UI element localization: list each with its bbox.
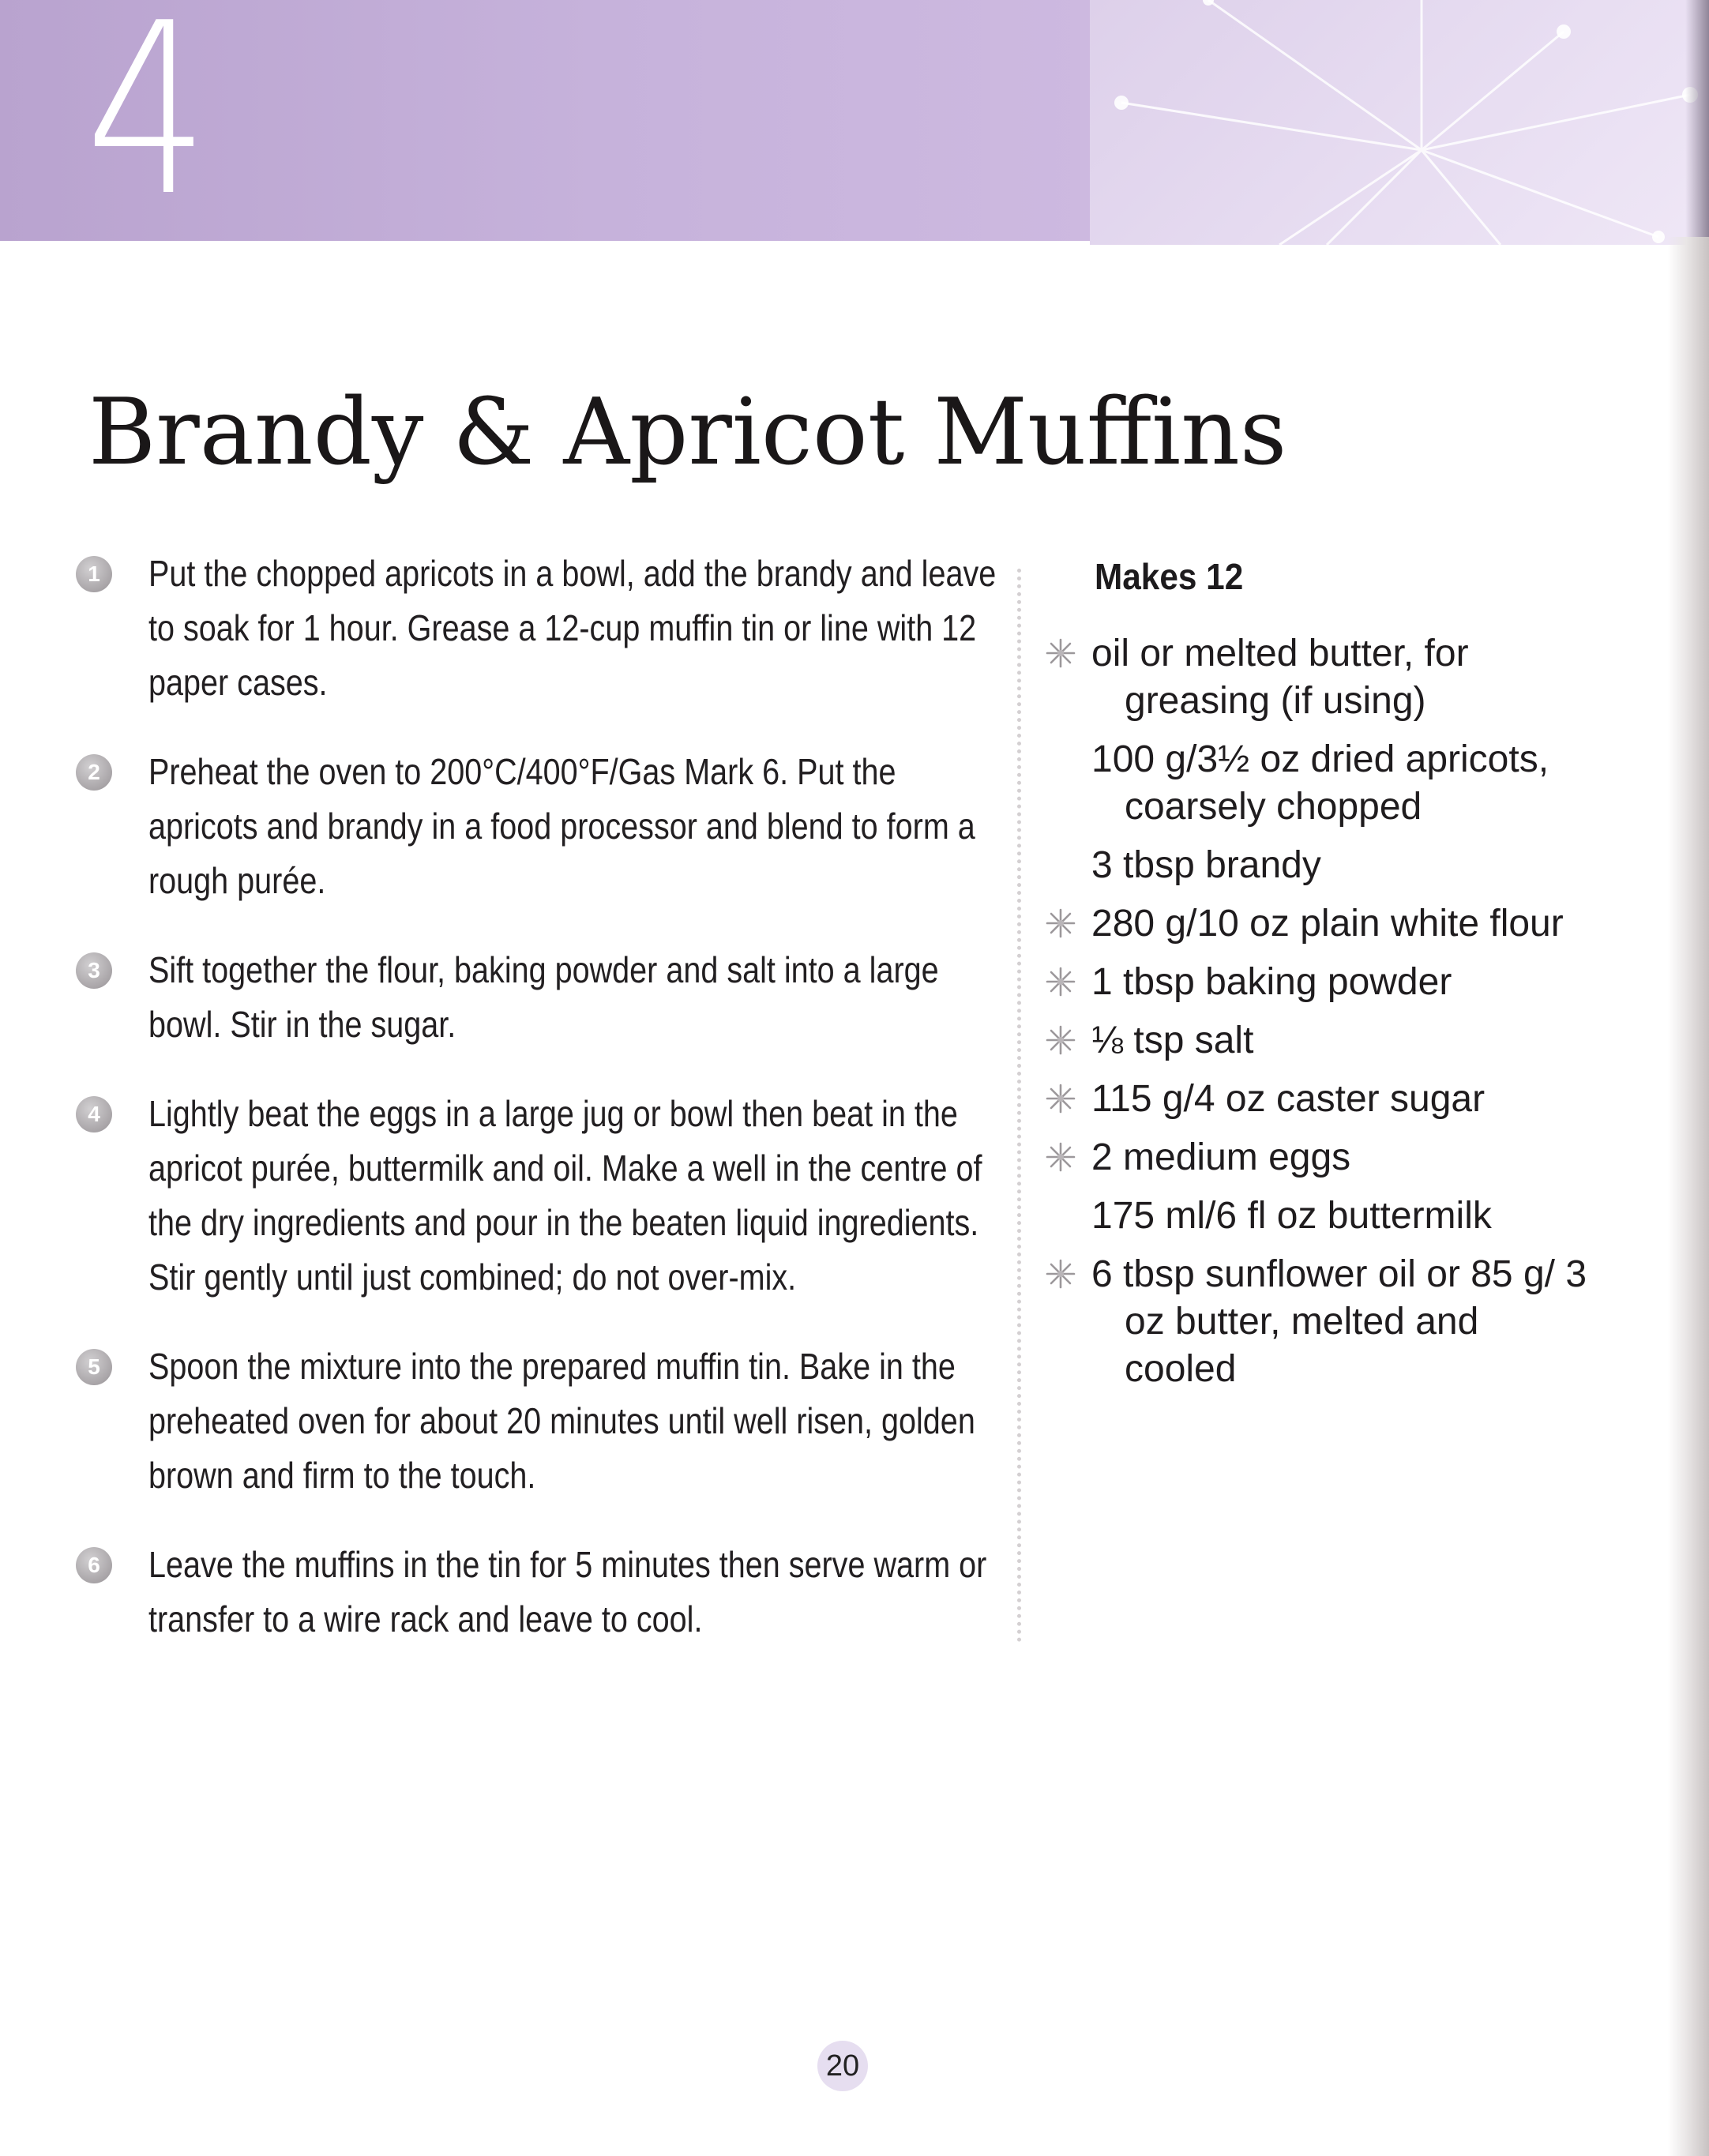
method-steps xyxy=(71,547,1003,1647)
ingredient-item xyxy=(1076,900,1595,948)
page-edge-shadow xyxy=(1668,237,1709,2156)
numbered-circle-icon: 6 xyxy=(76,1547,112,1583)
yield-label: Makes 12 xyxy=(1095,556,1244,597)
method-step xyxy=(71,1087,1003,1305)
asterisk-star-icon xyxy=(1042,1080,1079,1117)
ingredient-item xyxy=(1076,630,1595,725)
ingredient-text: 100 g/3½ oz dried apricots, coarsely chopped xyxy=(1091,738,1549,828)
method-step xyxy=(71,547,1003,710)
page-edge-shadow-top xyxy=(1685,0,1709,245)
recipe-title: Brandy & Apricot Muffins xyxy=(88,379,1287,486)
ingredient-item xyxy=(1076,1193,1595,1240)
asterisk-star-icon xyxy=(1042,1022,1079,1058)
header-decoration xyxy=(1090,0,1709,245)
ingredient-text: oil or melted butter, for greasing (if using) xyxy=(1091,633,1469,722)
asterisk-star-icon xyxy=(1042,1139,1079,1175)
asterisk-star-icon xyxy=(1042,963,1079,1000)
step-text: Leave the muffins in the tin for 5 minutes then serve warm or transfer to a wire rack and leave to cool. xyxy=(148,1544,987,1640)
ingredient-item xyxy=(1076,959,1595,1006)
ingredient-item xyxy=(1076,842,1595,889)
ingredient-text: 6 tbsp sunflower oil or 85 g/ 3 oz butter, melted and cooled xyxy=(1091,1253,1587,1390)
column-divider xyxy=(1017,569,1021,1643)
numbered-circle-icon: 5 xyxy=(76,1349,112,1385)
ingredient-item xyxy=(1076,736,1595,831)
ingredient-text: ⅛ tsp salt xyxy=(1091,1020,1254,1061)
ingredient-text: 3 tbsp brandy xyxy=(1091,844,1321,886)
page-number: 20 xyxy=(817,2041,868,2091)
step-text: Lightly beat the eggs in a large jug or bowl then beat in the apricot purée, buttermilk and oil. Make a well in the centre of the dry ingredients and pour in the beaten liquid ingredients. Stir gently until just combined; do not over-mix. xyxy=(148,1093,982,1298)
asterisk-star-icon xyxy=(1042,905,1079,941)
numbered-circle-icon: 1 xyxy=(76,556,112,592)
numbered-circle-icon: 2 xyxy=(76,754,112,791)
ingredient-text: 1 tbsp baking powder xyxy=(1091,961,1452,1003)
starburst-decoration-icon xyxy=(1090,0,1709,245)
ingredient-item xyxy=(1076,1134,1595,1181)
ingredient-item xyxy=(1076,1017,1595,1065)
ingredient-list xyxy=(1042,630,1595,1393)
ingredient-text: 115 g/4 oz caster sugar xyxy=(1091,1078,1486,1120)
numbered-circle-icon: 4 xyxy=(76,1096,112,1132)
step-text: Spoon the mixture into the prepared muffin tin. Bake in the preheated oven for about 20 minutes until well risen, golden brown and firm to the touch. xyxy=(148,1346,975,1496)
step-text: Put the chopped apricots in a bowl, add the brandy and leave to soak for 1 hour. Grease a 12-cup muffin tin or line with 12 paper cases. xyxy=(148,553,997,703)
numbered-circle-icon: 3 xyxy=(76,952,112,989)
asterisk-star-icon xyxy=(1042,1256,1079,1292)
method-step xyxy=(71,745,1003,908)
chapter-number: 4 xyxy=(85,0,203,248)
step-text: Sift together the flour, baking powder and salt into a large bowl. Stir in the sugar. xyxy=(148,949,939,1045)
ingredient-text: 175 ml/6 fl oz buttermilk xyxy=(1091,1195,1492,1237)
method-step xyxy=(71,943,1003,1052)
ingredient-item xyxy=(1076,1251,1595,1393)
ingredient-text: 2 medium eggs xyxy=(1091,1136,1351,1178)
step-text: Preheat the oven to 200°C/400°F/Gas Mark 6. Put the apricots and brandy in a food processor and blend to form a rough purée. xyxy=(148,751,975,901)
asterisk-star-icon xyxy=(1042,635,1079,671)
ingredients-panel xyxy=(1042,547,1595,1406)
method-step xyxy=(71,1339,1003,1503)
ingredient-text: 280 g/10 oz plain white flour xyxy=(1091,903,1564,945)
method-step xyxy=(71,1538,1003,1647)
ingredient-item xyxy=(1076,1076,1595,1123)
